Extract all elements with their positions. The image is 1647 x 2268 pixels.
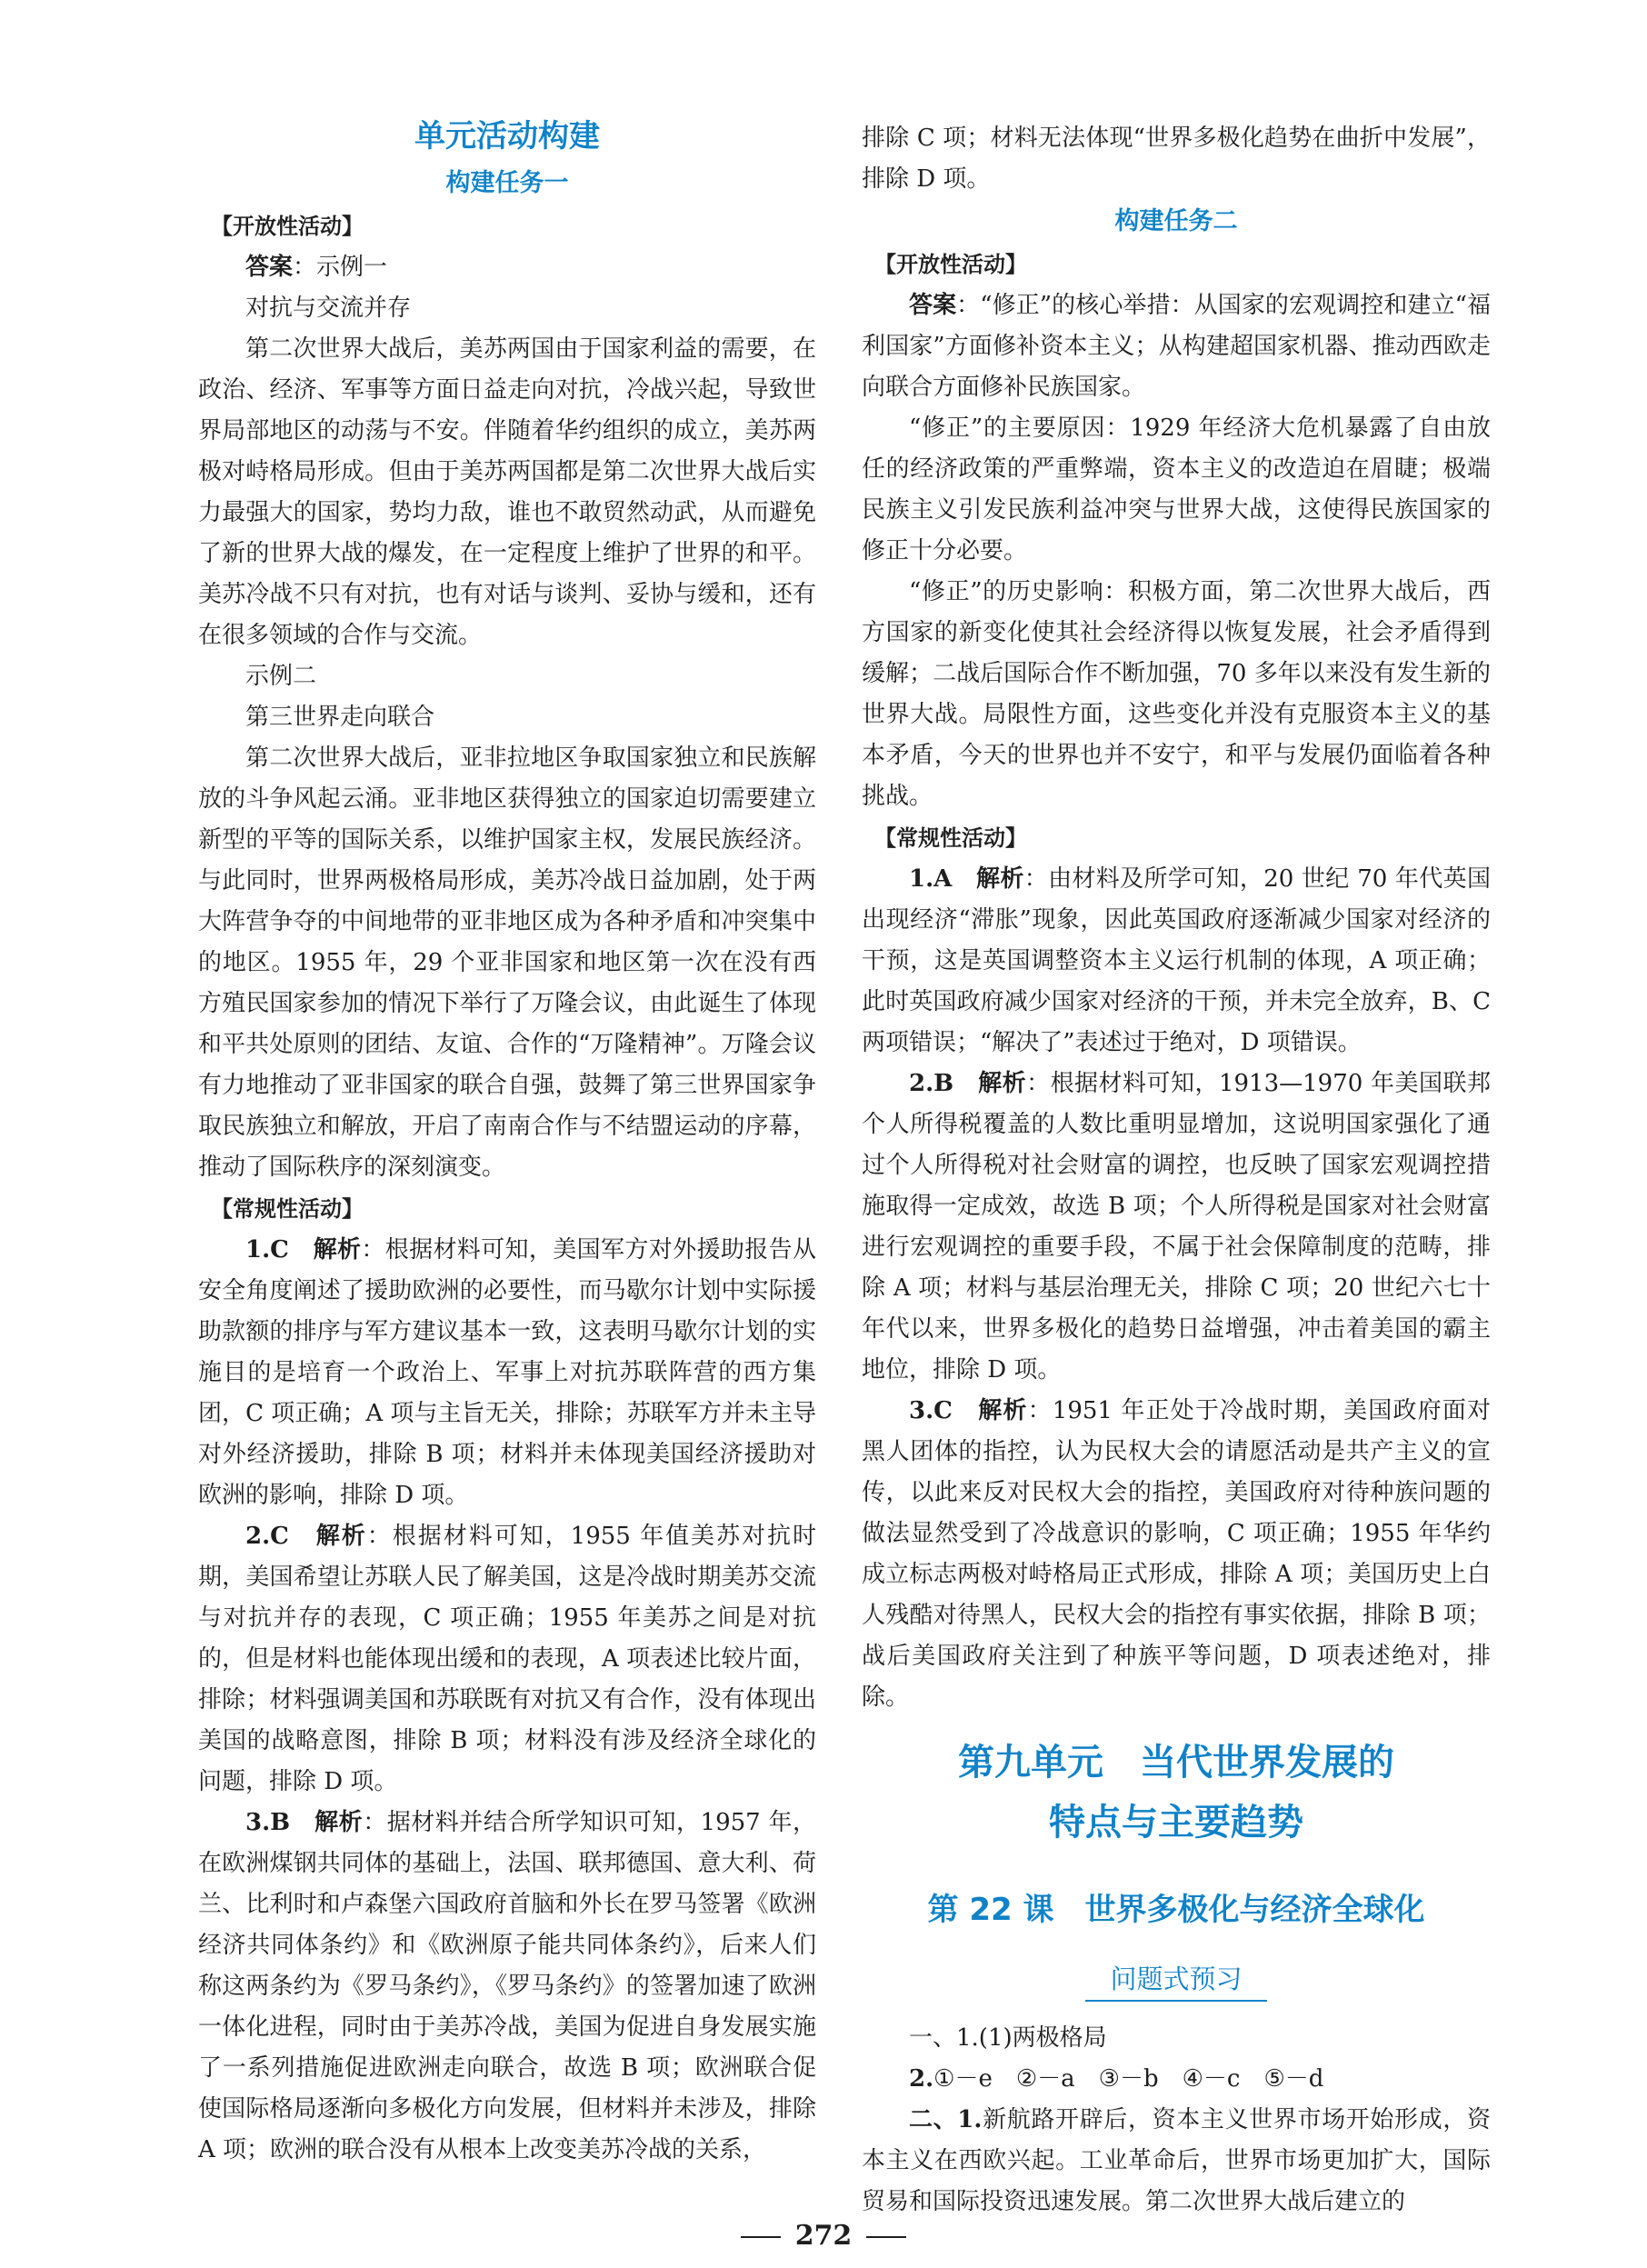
- reason-text: “修正”的主要原因：1929 年经济大危机暴露了自由放任的经济政策的严重弊端，资本主义的改造迫在眉睫；极端民族主义引发民族利益冲突与世界大战，这使得民族国家的修正十分必要。: [862, 415, 1491, 565]
- section-title: 单元活动构建: [414, 118, 600, 155]
- question-three-analysis: 3.B 解析：据材料并结合所学知识可知，1957 年，在欧洲煤钢共同体的基础上，法国、联邦德国、意大利、荷兰、比利时和卢森堡六国政府首脑和外长在罗马签署《欧洲经济共同体条约》和《欧洲原子能共同体条约》，后来人们称这两条约为《罗马条约》，《罗马条约》的签署加速了欧洲一体化进程，同时由于美苏冷战，美国为促进自身发展实施了一系列措施促进欧洲走向联合，故选 B 项；欧洲联合促使国际格局逐渐向多极化方向发展，但材料并未涉及，排除 A 项；欧洲的联合没有从根本上改变美苏冷战的关系，: [198, 1809, 817, 2163]
- open-activity-label: 【开放性活动】: [211, 214, 364, 239]
- task-one-title: 构建任务一: [445, 169, 569, 197]
- regular-activity-label: 【常规性活动】: [874, 825, 1027, 851]
- unit-title: [862, 1733, 1491, 1853]
- unit-title-line-two: 特点与主要趋势: [1049, 1802, 1303, 1843]
- unit-title-line-one: 第九单元 当代世界发展的: [958, 1742, 1394, 1783]
- preview-item-two: 2.①－e ②－a ③－b ④－c ⑤－d: [909, 2065, 1324, 2093]
- footer-dash-right: [866, 2236, 906, 2238]
- task-two-title: 构建任务二: [1114, 207, 1238, 235]
- open-activity-label: 【开放性活动】: [874, 252, 1027, 277]
- right-column: [862, 118, 1491, 2223]
- page-number: 272: [794, 2220, 853, 2252]
- impact-text: “修正”的历史影响：积极方面，第二次世界大战后，西方国家的新变化使其社会经济得以恢复发展，社会矛盾得到缓解；二战后国际合作不断加强，70 多年以来没有发生新的世界大战。局限性方面，这些变化并没有克服资本主义的基本矛盾，今天的世界也并不安宁，和平与发展仍面临着各种挑战。: [862, 578, 1491, 810]
- preview-item-one: 一、1.(1)两极格局: [909, 2024, 1107, 2052]
- example-one-title: 对抗与交流并存: [245, 295, 412, 322]
- question-three-analysis: 3.C 解析：1951 年正处于冷战时期，美国政府面对黑人团体的指控，认为民权大会的请愿活动是共产主义的宣传，以此来反对民权大会的指控，美国政府对待种族问题的做法显然受到了冷战意识的影响，C 项正确；1955 年华约成立标志两极对峙格局正式形成，排除 A 项；美国历史上白人残酷对待黑人，民权大会的指控有事实依据，排除 B 项；战后美国政府关注到了种族平等问题，D 项表述绝对，排除。: [862, 1397, 1492, 1711]
- answer-example-one: 答案：示例一: [245, 254, 388, 281]
- lesson-title: 第 22 课 世界多极化与经济全球化: [927, 1892, 1425, 1928]
- question-two-analysis: 2.C 解析：根据材料可知，1955 年值美苏对抗时期，美国希望让苏联人民了解美国，这是冷战时期美苏交流与对抗并存的表现，C 项正确；1955 年美苏之间是对抗的，但是材料也能体现出缓和的表现，A 项表述比较片面，排除；材料强调美国和苏联既有对抗又有合作，没有体现出美国的战略意图，排除 B 项；材料没有涉及经济全球化的问题，排除 D 项。: [198, 1523, 816, 1795]
- carryover-text: 排除 C 项；材料无法体现“世界多极化趋势在曲折中发展”，排除 D 项。: [862, 125, 1491, 193]
- footer-dash-left: [741, 2236, 781, 2238]
- example-one-text: 第二次世界大战后，美苏两国由于国家利益的需要，在政治、经济、军事等方面日益走向对抗，冷战兴起，导致世界局部地区的动荡与不安。伴随着华约组织的成立，美苏两极对峙格局形成。但由于美苏两国都是第二次世界大战后实力最强大的国家，势均力敌，谁也不敢贸然动武，从而避免了新的世界大战的爆发，在一定程度上维护了世界的和平。美苏冷战不只有对抗，也有对话与谈判、妥协与缓和，还有在很多领域的合作与交流。: [198, 335, 816, 649]
- preview-heading: 问题式预习: [1085, 1958, 1267, 2002]
- example-two-text: 第二次世界大战后，亚非拉地区争取国家独立和民族解放的斗争风起云涌。亚非地区获得独立的国家迫切需要建立新型的平等的国际关系，以维护国家主权，发展民族经济。与此同时，世界两极格局形成，美苏冷战日益加剧，处于两大阵营争夺的中间地带的亚非地区成为各种矛盾和冲突集中的地区。1955 年，29 个亚非国家和地区第一次在没有西方殖民国家参加的情况下举行了万隆会议，由此诞生了体现和平共处原则的团结、友谊、合作的“万隆精神”。万隆会议有力地推动了亚非国家的联合自强，鼓舞了第三世界国家争取民族独立和解放，开启了南南合作与不结盟运动的序幕，推动了国际秩序的深刻演变。: [198, 744, 816, 1181]
- example-two-title: 第三世界走向联合: [245, 704, 435, 731]
- page-footer: [0, 2220, 1647, 2252]
- preview-item-three: 二、1.新航路开辟后，资本主义世界市场开始形成，资本主义在西欧兴起。工业革命后，世界市场更加扩大，国际贸易和国际投资迅速发展。第二次世界大战后建立的: [862, 2106, 1491, 2215]
- question-one-analysis: 1.C 解析：根据材料可知，美国军方对外援助报告从安全角度阐述了援助欧洲的必要性，而马歇尔计划中实际援助款额的排序与军方建议基本一致，这表明马歇尔计划的实施目的是培育一个政治上、军事上对抗苏联阵营的西方集团，C 项正确；A 项与主旨无关，排除；苏联军方并未主导对外经济援助，排除 B 项；材料并未体现美国经济援助对欧洲的影响，排除 D 项。: [198, 1236, 816, 1509]
- left-column: [198, 107, 816, 2171]
- answer-text: 答案：“修正”的核心举措：从国家的宏观调控和建立“福利国家”方面修补资本主义；从构建超国家机器、推动西欧走向联合方面修补民族国家。: [862, 292, 1491, 401]
- question-two-analysis: 2.B 解析：根据材料可知，1913—1970 年美国联邦个人所得税覆盖的人数比重明显增加，这说明国家强化了通过个人所得税对社会财富的调控，也反映了国家宏观调控措施取得一定成效，故选 B 项；个人所得税是国家对社会财富进行宏观调控的重要手段，不属于社会保障制度的范畴，排除 A 项；材料与基层治理无关，排除 C 项；20 世纪六七十年代以来，世界多极化的趋势日益增强，冲击着美国的霸主地位，排除 D 项。: [862, 1070, 1491, 1384]
- example-two-label: 示例二: [245, 663, 317, 690]
- question-one-analysis: 1.A 解析：由材料及所学可知，20 世纪 70 年代英国出现经济“滞胀”现象，因此英国政府逐渐减少国家对经济的干预，这是英国调整资本主义运行机制的体现，A 项正确；此时英国政府减少国家对经济的干预，并未完全放弃，B、C 两项错误；“解决了”表述过于绝对，D 项错误。: [862, 865, 1491, 1056]
- regular-activity-label: 【常规性活动】: [211, 1196, 364, 1222]
